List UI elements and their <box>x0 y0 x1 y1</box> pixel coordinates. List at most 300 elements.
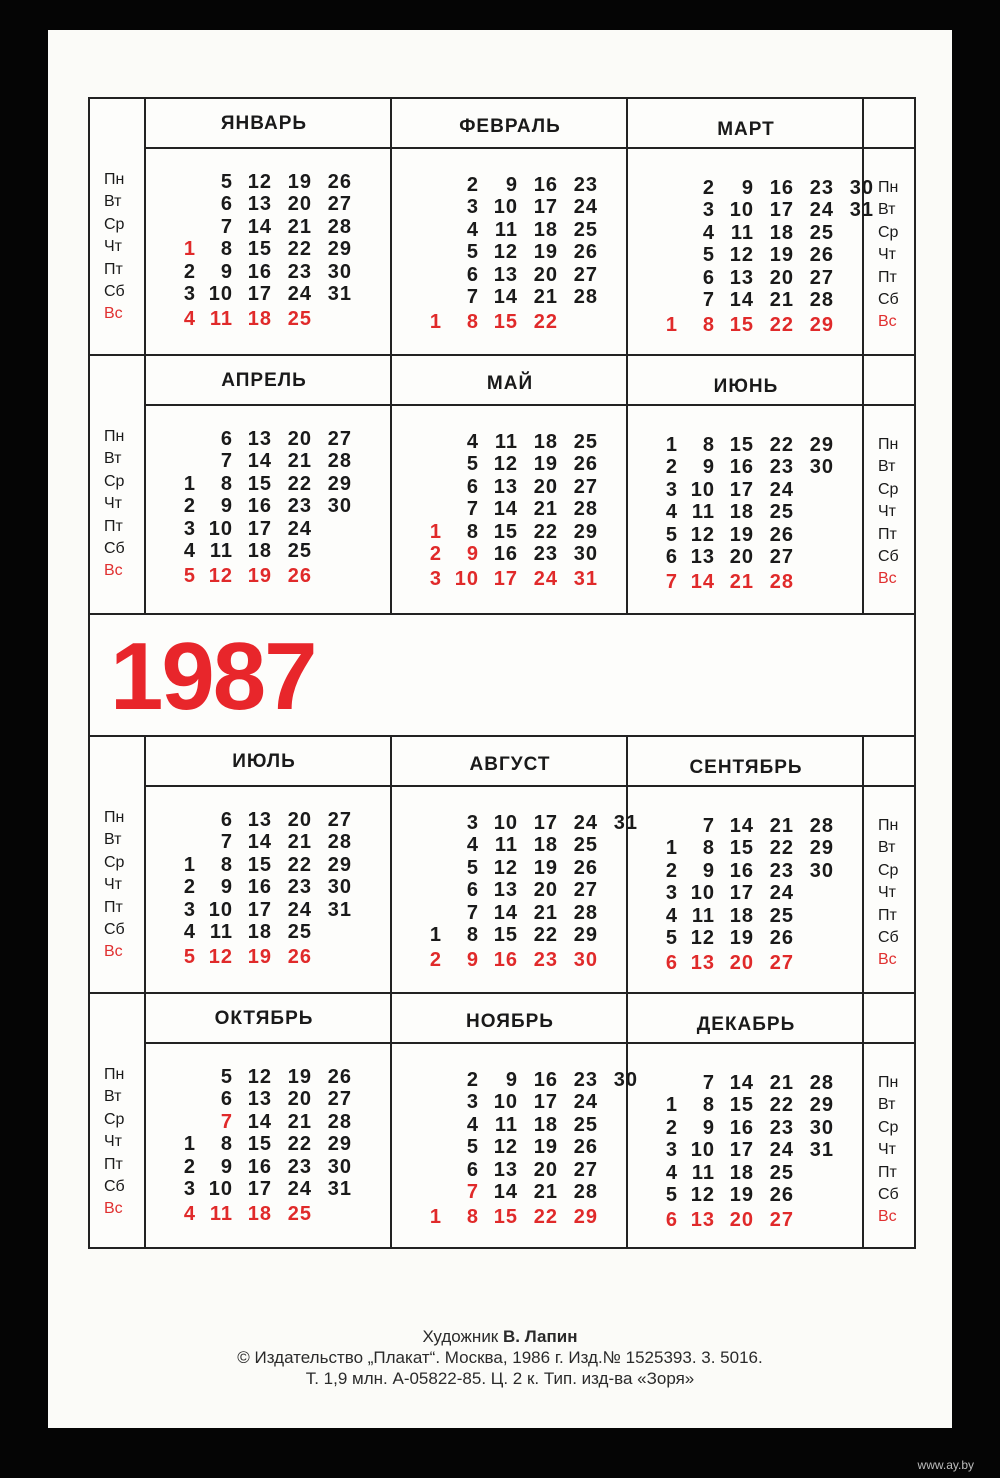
day-number: 4 <box>183 540 196 562</box>
day-number: 13 <box>247 1088 272 1111</box>
week-row <box>406 286 642 308</box>
day-number: 24 <box>573 812 598 834</box>
day-number: 12 <box>729 244 754 267</box>
day-number: 8 <box>466 520 479 543</box>
month-days <box>160 1066 396 1276</box>
day-number: 19 <box>247 565 272 588</box>
day-number: 20 <box>769 266 794 289</box>
day-number: 27 <box>573 1158 598 1181</box>
weekday-label: Вт <box>104 831 122 849</box>
weekday-label: Пн <box>104 428 125 445</box>
day-number: 17 <box>247 898 272 921</box>
weekday-label: Чт <box>104 495 122 513</box>
weekday-label: Сб <box>878 291 899 309</box>
week-row <box>406 812 642 834</box>
day-number: 31 <box>327 898 352 921</box>
weekday-label: Чт <box>104 238 122 256</box>
day-number: 14 <box>493 1181 518 1203</box>
day-number: 9 <box>220 495 233 518</box>
day-number: 7 <box>466 901 479 924</box>
day-number: 29 <box>809 1094 834 1117</box>
weekday-labels-right <box>878 815 922 972</box>
day-number: 9 <box>466 949 479 972</box>
day-number: 12 <box>208 946 233 969</box>
day-number: 2 <box>429 543 442 565</box>
day-number: 11 <box>209 921 233 943</box>
day-number: 1 <box>183 238 196 261</box>
day-number: 15 <box>729 314 754 337</box>
day-number: 23 <box>287 260 312 283</box>
day-number: 2 <box>183 260 196 283</box>
day-number: 6 <box>466 263 479 286</box>
day-number: 20 <box>533 475 558 498</box>
second-half-year <box>90 737 914 1247</box>
day-number: 23 <box>573 174 598 196</box>
day-number: 24 <box>287 898 312 921</box>
day-number: 2 <box>429 949 442 972</box>
day-number: 28 <box>769 571 794 594</box>
day-number: 2 <box>702 177 715 199</box>
day-number: 5 <box>183 946 196 969</box>
day-number: 8 <box>702 1094 715 1117</box>
day-number: 14 <box>247 450 272 473</box>
watermark: www.ay.by <box>917 1458 974 1472</box>
day-number: 7 <box>220 450 233 473</box>
day-number: 9 <box>505 174 518 196</box>
week-row <box>642 952 878 974</box>
day-number: 12 <box>247 1066 272 1088</box>
week-row <box>406 568 642 590</box>
weekday-labels-left <box>104 807 148 964</box>
day-number: 9 <box>741 177 754 199</box>
day-number: 12 <box>247 171 272 193</box>
weekday-labels-left <box>104 1064 148 1221</box>
day-number: 19 <box>533 453 558 476</box>
day-number: 14 <box>493 498 518 521</box>
day-number: 21 <box>729 571 754 594</box>
day-number: 26 <box>573 1136 598 1159</box>
weekday-label: Вс <box>104 562 123 580</box>
day-number: 19 <box>287 1066 312 1088</box>
weekday-label: Сб <box>878 1186 899 1204</box>
day-number: 25 <box>573 1113 598 1136</box>
month-name: ДЕКАБРЬ <box>696 1014 796 1035</box>
day-number: 20 <box>729 952 754 975</box>
day-number: 6 <box>466 879 479 902</box>
day-number: 17 <box>729 478 754 501</box>
day-number: 27 <box>573 879 598 902</box>
day-number: 14 <box>493 901 518 924</box>
day-number: 20 <box>287 809 312 831</box>
week-row <box>406 1136 642 1158</box>
day-number: 13 <box>690 952 715 975</box>
day-number: 3 <box>183 898 196 921</box>
day-number: 26 <box>287 565 312 588</box>
weekday-label: Сб <box>104 921 125 939</box>
day-number: 31 <box>327 283 352 305</box>
day-number: 6 <box>665 952 678 975</box>
day-number: 5 <box>220 1066 233 1088</box>
month-name: МАРТ <box>717 119 775 140</box>
week-row <box>160 854 396 876</box>
day-number: 26 <box>573 241 598 264</box>
day-number: 28 <box>809 1072 834 1094</box>
day-number: 12 <box>690 523 715 546</box>
week-row <box>642 267 878 289</box>
day-number: 12 <box>208 565 233 588</box>
weekday-label: Вс <box>104 305 123 323</box>
day-number: 13 <box>690 546 715 568</box>
day-number: 2 <box>466 174 479 196</box>
day-number: 19 <box>533 241 558 264</box>
week-row <box>642 1094 878 1116</box>
day-number: 13 <box>493 879 518 902</box>
day-number: 11 <box>494 1113 518 1136</box>
day-number: 10 <box>493 1091 518 1114</box>
day-number: 25 <box>287 540 312 562</box>
week-row <box>406 453 642 475</box>
weekday-label: Вс <box>104 1200 123 1218</box>
day-number: 16 <box>247 876 272 899</box>
month-days <box>406 1069 642 1279</box>
day-number: 6 <box>220 428 233 450</box>
weekday-label: Пн <box>878 817 899 834</box>
day-number: 19 <box>769 244 794 267</box>
weekday-label: Ср <box>104 472 125 490</box>
day-number: 28 <box>573 498 598 521</box>
day-number: 16 <box>493 949 518 972</box>
day-number: 16 <box>247 1155 272 1178</box>
month-name: АПРЕЛЬ <box>221 370 307 391</box>
week-row <box>406 1206 642 1228</box>
day-number: 27 <box>769 546 794 568</box>
day-number: 28 <box>573 901 598 924</box>
month-days <box>642 1072 878 1282</box>
weekday-label: Ср <box>878 1118 899 1136</box>
day-number: 20 <box>729 1209 754 1232</box>
day-number: 19 <box>287 171 312 193</box>
day-number: 8 <box>466 311 479 334</box>
day-number: 2 <box>665 1116 678 1139</box>
day-number: 31 <box>327 1178 352 1200</box>
day-number: 10 <box>729 199 754 222</box>
day-number: 7 <box>466 1181 479 1203</box>
day-number: 4 <box>466 834 479 857</box>
week-row <box>642 199 878 221</box>
day-number: 4 <box>183 1203 196 1226</box>
day-number: 25 <box>287 308 312 331</box>
week-row <box>406 1069 642 1091</box>
day-number: 1 <box>665 837 678 860</box>
year-title: 1987 <box>110 623 316 730</box>
day-number: 19 <box>729 1184 754 1206</box>
day-number: 28 <box>573 286 598 308</box>
week-row <box>406 879 642 901</box>
week-row <box>642 860 878 882</box>
week-row <box>406 431 642 453</box>
weekday-label: Чт <box>104 876 122 894</box>
day-number: 21 <box>533 286 558 308</box>
day-number: 4 <box>702 221 715 244</box>
week-row <box>160 540 396 562</box>
day-number: 5 <box>702 244 715 267</box>
header-line <box>862 147 914 149</box>
day-number: 15 <box>247 853 272 876</box>
day-number: 27 <box>769 1209 794 1232</box>
month-days <box>160 809 396 1019</box>
month-name: СЕНТЯБРЬ <box>689 757 803 778</box>
week-row <box>160 899 396 921</box>
day-number: 8 <box>220 1133 233 1156</box>
day-number: 22 <box>769 837 794 860</box>
day-number: 28 <box>327 831 352 854</box>
day-number: 26 <box>769 1184 794 1206</box>
day-number: 1 <box>665 434 678 456</box>
week-row <box>642 1117 878 1139</box>
day-number: 30 <box>573 543 598 565</box>
week-row <box>642 1184 878 1206</box>
day-number: 9 <box>466 543 479 565</box>
weekday-label: Вс <box>878 1208 897 1226</box>
month-days <box>406 431 642 641</box>
week-row <box>642 837 878 859</box>
day-number: 11 <box>494 218 518 241</box>
month-name: ОКТЯБРЬ <box>214 1008 314 1029</box>
day-number: 20 <box>287 428 312 450</box>
day-number: 15 <box>493 1206 518 1229</box>
day-number: 14 <box>729 1072 754 1094</box>
day-number: 7 <box>220 215 233 238</box>
day-number: 24 <box>287 517 312 540</box>
day-number: 24 <box>533 568 558 591</box>
week-row <box>160 876 396 898</box>
weekday-label: Чт <box>878 1141 896 1159</box>
day-number: 16 <box>247 495 272 518</box>
day-number: 27 <box>327 428 352 450</box>
day-number: 6 <box>665 546 678 568</box>
header-line <box>144 404 864 406</box>
day-number: 29 <box>573 520 598 543</box>
day-number: 20 <box>533 263 558 286</box>
week-row <box>406 949 642 971</box>
day-number: 19 <box>729 927 754 949</box>
day-number: 17 <box>247 283 272 305</box>
weekday-label: Пн <box>104 171 125 188</box>
day-number: 5 <box>665 523 678 546</box>
day-number: 25 <box>573 218 598 241</box>
week-row <box>642 222 878 244</box>
day-number: 11 <box>730 221 754 244</box>
day-number: 18 <box>729 1161 754 1184</box>
day-number: 7 <box>220 1110 233 1133</box>
day-number: 3 <box>665 882 678 905</box>
day-number: 25 <box>573 834 598 857</box>
day-number: 9 <box>220 1155 233 1178</box>
day-number: 11 <box>691 904 715 927</box>
weekday-label: Пт <box>104 898 123 916</box>
weekday-label: Вс <box>878 951 897 969</box>
day-number: 12 <box>690 927 715 949</box>
day-number: 21 <box>287 1110 312 1133</box>
day-number: 22 <box>287 472 312 495</box>
day-number: 28 <box>573 1181 598 1203</box>
day-number: 25 <box>287 921 312 943</box>
day-number: 18 <box>533 1113 558 1136</box>
day-number: 15 <box>493 924 518 946</box>
week-row <box>642 905 878 927</box>
day-number: 16 <box>729 456 754 479</box>
header-line <box>144 1042 864 1044</box>
day-number: 11 <box>494 834 518 857</box>
weekday-labels-left <box>104 426 148 583</box>
week-row <box>160 238 396 260</box>
day-number: 29 <box>809 837 834 860</box>
week-row <box>642 456 878 478</box>
day-number: 17 <box>533 1091 558 1114</box>
day-number: 30 <box>573 949 598 972</box>
day-number: 22 <box>287 238 312 261</box>
day-number: 21 <box>287 215 312 238</box>
week-row <box>160 565 396 587</box>
day-number: 15 <box>729 837 754 860</box>
day-number: 29 <box>809 434 834 456</box>
day-number: 23 <box>769 859 794 882</box>
day-number: 26 <box>573 856 598 879</box>
weekday-label: Пт <box>878 1163 897 1181</box>
day-number: 15 <box>247 1133 272 1156</box>
weekday-label: Вт <box>104 1088 122 1106</box>
day-number: 10 <box>493 196 518 219</box>
day-number: 27 <box>769 952 794 975</box>
month-name: ФЕВРАЛЬ <box>459 116 561 137</box>
week-row <box>160 1133 396 1155</box>
artist-prefix: Художник <box>422 1327 499 1346</box>
weekday-labels-right <box>878 434 922 591</box>
weekday-labels-left <box>104 169 148 326</box>
weekday-label: Пт <box>104 1155 123 1173</box>
day-number: 20 <box>533 1158 558 1181</box>
weekday-label: Чт <box>878 884 896 902</box>
weekday-label: Вт <box>878 839 896 857</box>
week-row <box>160 946 396 968</box>
day-number: 28 <box>809 289 834 311</box>
week-row <box>642 289 878 311</box>
day-number: 30 <box>327 495 352 518</box>
day-number: 4 <box>183 921 196 943</box>
day-number: 23 <box>809 177 834 199</box>
weekday-label: Вт <box>878 201 896 219</box>
day-number: 17 <box>729 882 754 905</box>
first-half-year <box>90 99 914 613</box>
day-number: 3 <box>665 1139 678 1162</box>
week-row <box>406 924 642 946</box>
week-row <box>642 1072 878 1094</box>
day-number: 15 <box>729 1094 754 1117</box>
day-number: 3 <box>183 1178 196 1200</box>
day-number: 3 <box>183 517 196 540</box>
day-number: 17 <box>533 812 558 834</box>
day-number: 30 <box>327 260 352 283</box>
day-number: 24 <box>573 196 598 219</box>
weekday-label: Пт <box>104 260 123 278</box>
day-number: 15 <box>247 238 272 261</box>
day-number: 24 <box>769 1139 794 1162</box>
day-number: 8 <box>702 837 715 860</box>
day-number: 17 <box>769 199 794 222</box>
day-number: 19 <box>533 1136 558 1159</box>
week-row <box>642 524 878 546</box>
day-number: 4 <box>665 1161 678 1184</box>
week-row <box>406 521 642 543</box>
day-number: 20 <box>533 879 558 902</box>
day-number: 8 <box>220 238 233 261</box>
day-number: 16 <box>769 177 794 199</box>
weekday-label: Вт <box>104 193 122 211</box>
weekday-label: Пн <box>104 809 125 826</box>
day-number: 22 <box>769 1094 794 1117</box>
week-row <box>406 264 642 286</box>
month-name: АВГУСТ <box>469 754 551 775</box>
day-number: 25 <box>287 1203 312 1226</box>
day-number: 25 <box>769 1161 794 1184</box>
day-number: 19 <box>247 946 272 969</box>
day-number: 7 <box>466 498 479 521</box>
header-line <box>862 404 914 406</box>
day-number: 2 <box>665 859 678 882</box>
day-number: 26 <box>769 523 794 546</box>
day-number: 12 <box>493 453 518 476</box>
day-number: 1 <box>429 924 442 946</box>
day-number: 3 <box>702 199 715 222</box>
day-number: 16 <box>533 1069 558 1091</box>
day-number: 5 <box>665 1184 678 1206</box>
day-number: 11 <box>209 1203 233 1226</box>
day-number: 16 <box>247 260 272 283</box>
week-row <box>160 261 396 283</box>
day-number: 4 <box>665 501 678 524</box>
day-number: 23 <box>287 1155 312 1178</box>
week-row <box>160 1203 396 1225</box>
day-number: 5 <box>665 927 678 949</box>
day-number: 30 <box>327 876 352 899</box>
day-number: 29 <box>573 1206 598 1229</box>
day-number: 21 <box>769 1072 794 1094</box>
week-row <box>160 193 396 215</box>
row-separator <box>90 354 914 356</box>
header-line <box>144 785 864 787</box>
day-number: 24 <box>769 478 794 501</box>
day-number: 22 <box>287 1133 312 1156</box>
day-number: 29 <box>809 314 834 337</box>
day-number: 10 <box>493 812 518 834</box>
day-number: 22 <box>769 434 794 456</box>
weekday-label: Пн <box>878 179 899 196</box>
weekday-label: Ср <box>878 480 899 498</box>
day-number: 19 <box>729 523 754 546</box>
day-number: 26 <box>809 244 834 267</box>
weekday-labels-right <box>878 177 922 334</box>
day-number: 4 <box>466 1113 479 1136</box>
day-number: 22 <box>287 853 312 876</box>
weekday-label: Пт <box>878 525 897 543</box>
day-number: 14 <box>729 815 754 837</box>
day-number: 25 <box>769 904 794 927</box>
week-row <box>642 882 878 904</box>
day-number: 17 <box>533 196 558 219</box>
week-row <box>160 473 396 495</box>
day-number: 13 <box>247 809 272 831</box>
day-number: 19 <box>533 856 558 879</box>
